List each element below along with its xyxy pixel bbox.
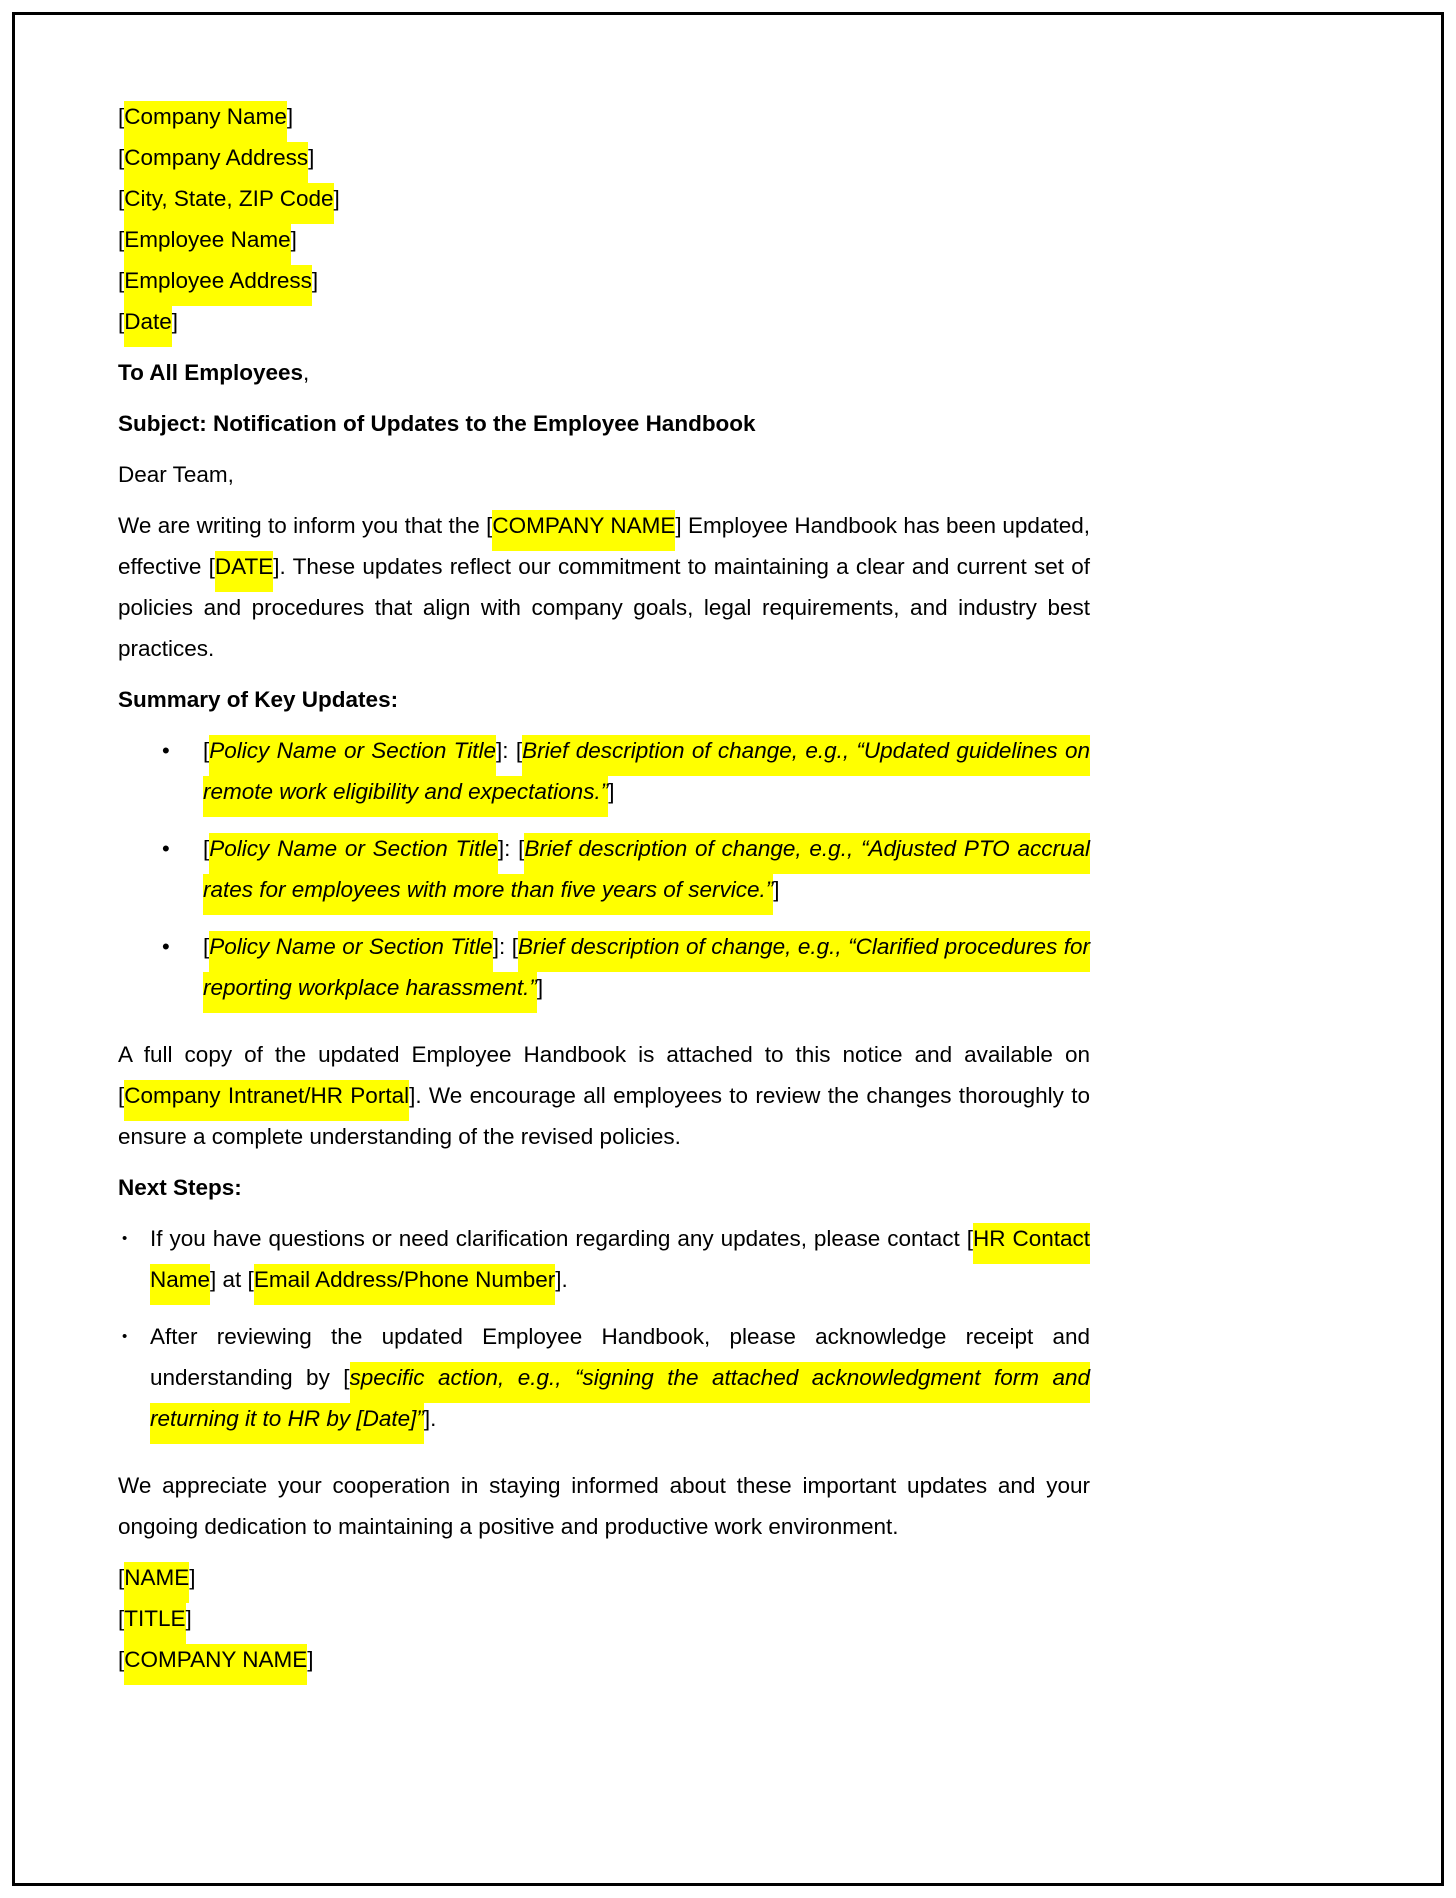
next-step-part-3: ].: [555, 1267, 568, 1292]
bracket-close: ]: [189, 1565, 196, 1590]
next-steps-heading: [118, 1167, 1090, 1208]
placeholder-change-description: Brief description of change, e.g., “Updated guidelines on remote work eligibility and expectations.”: [203, 735, 1090, 817]
summary-heading-text: Summary of Key Updates: [118, 687, 391, 712]
spacer: [118, 1455, 1090, 1465]
bracket-close: ]: [308, 145, 315, 170]
placeholder-company-name: Company Name: [124, 101, 287, 142]
summary-of-key-updates-heading: [118, 679, 1090, 720]
bracket-close: ]: [185, 1606, 192, 1631]
bracket-close: ]: [333, 186, 340, 211]
address-line-company-name: [118, 96, 1090, 137]
availability-paragraph: [118, 1034, 1090, 1157]
spacer: [118, 495, 1090, 505]
placeholder-company-address: Company Address: [124, 142, 308, 183]
bracket-close: ]: [171, 309, 179, 334]
bracket-open: [: [118, 268, 125, 293]
placeholder-policy-name: Policy Name or Section Title: [209, 833, 498, 874]
bullet-separator: ]: [: [496, 738, 523, 763]
next-step-part-1: After reviewing the updated Employee Handbook, please acknowledge receipt and understanding by [: [150, 1324, 1090, 1390]
subject-label: Subject: [118, 411, 200, 436]
placeholder-policy-name: Policy Name or Section Title: [209, 931, 492, 972]
bullet-separator: ]: [: [497, 836, 525, 861]
bracket-open: [: [203, 738, 210, 763]
placeholder-date-inline: DATE: [215, 551, 273, 592]
closing-paragraph: We appreciate your cooperation in staying informed about these important updates and your ongoing dedication to maintaining a positive and productive work environment.: [118, 1473, 1090, 1539]
next-steps-heading-text: Next Steps: [118, 1175, 235, 1200]
intro-part-2: ] Employee Handbook has been updated, effective [: [118, 513, 1090, 579]
next-step-part-2: ] at [: [210, 1267, 254, 1292]
placeholder-city-state-zip: City, State, ZIP Code: [124, 183, 333, 224]
placeholder-change-description: Brief description of change, e.g., “Adjusted PTO accrual rates for employees with more than five years of service.”: [203, 833, 1090, 915]
signature-block: [118, 1557, 1090, 1680]
subject-separator: :: [199, 411, 214, 436]
summary-bullet-list: [118, 730, 1090, 1008]
bracket-close: ]: [307, 1647, 314, 1672]
subject-line: [118, 403, 1090, 444]
intro-paragraph: [118, 505, 1090, 669]
placeholder-title: TITLE: [124, 1603, 185, 1644]
placeholder-specific-action: specific action, e.g., “signing the attached acknowledgment form and returning it to HR by [Date]”: [150, 1362, 1090, 1444]
next-steps-heading-colon: :: [234, 1175, 242, 1200]
placeholder-employee-name: Employee Name: [124, 224, 290, 265]
address-line-date: [118, 301, 1090, 342]
placeholder-policy-name: Policy Name or Section Title: [209, 735, 496, 776]
availability-part-1: A full copy of the updated Employee Handbook is attached to this notice and available on [: [118, 1042, 1090, 1108]
bracket-close: ]: [536, 975, 544, 1000]
bracket-close: ]: [290, 227, 297, 252]
header-address-block: [118, 96, 1090, 342]
bracket-close: ]: [608, 779, 615, 804]
bracket-close: ]: [773, 877, 780, 902]
salutation: [118, 352, 1090, 393]
spacer: [118, 1208, 1090, 1218]
placeholder-name: NAME: [124, 1562, 189, 1603]
letter-body: [118, 96, 1090, 1680]
bracket-open: [: [118, 186, 125, 211]
bracket-open: [: [118, 1565, 125, 1590]
intro-part-3: ]. These updates reflect our commitment to maintaining a clear and current set of policies and procedures that align with company goals, legal requirements, and industry best practices.: [118, 554, 1090, 661]
spacer: [118, 393, 1090, 403]
summary-heading-colon: :: [390, 687, 399, 712]
bracket-close: ]: [311, 268, 319, 293]
address-line-city-state-zip: [118, 178, 1090, 219]
signature-line-name: [118, 1557, 1090, 1598]
placeholder-change-description: Brief description of change, e.g., “Clarified procedures for reporting workplace harassment.”: [203, 931, 1090, 1013]
bracket-open: [: [118, 145, 125, 170]
address-line-company-address: [118, 137, 1090, 178]
spacer: [118, 669, 1090, 679]
intro-part-1: We are writing to inform you that the [: [118, 513, 493, 538]
spacer: [118, 444, 1090, 454]
list-item: [118, 828, 1090, 910]
subject-text: Notification of Updates to the Employee Handbook: [213, 411, 756, 436]
availability-part-2: ]. We encourage all employees to review the changes thoroughly to ensure a complete understanding of the revised policies.: [118, 1083, 1090, 1149]
salutation-comma: ,: [303, 360, 310, 385]
signature-line-title: [118, 1598, 1090, 1639]
address-line-employee-address: [118, 260, 1090, 301]
spacer: [118, 1157, 1090, 1167]
placeholder-email-phone: Email Address/Phone Number: [254, 1264, 555, 1305]
signature-line-company: [118, 1639, 1090, 1680]
placeholder-company-name-signature: COMPANY NAME: [124, 1644, 307, 1685]
address-line-employee-name: [118, 219, 1090, 260]
spacer: [118, 1547, 1090, 1557]
placeholder-intranet-portal: Company Intranet/HR Portal: [124, 1080, 409, 1121]
placeholder-date: Date: [124, 306, 172, 347]
bracket-open: [: [118, 227, 125, 252]
greeting: Dear Team,: [118, 462, 234, 487]
bracket-open: [: [203, 836, 210, 861]
placeholder-hr-contact-name: HR Contact Name: [150, 1223, 1090, 1305]
next-steps-bullet-list: [118, 1218, 1090, 1439]
bracket-open: [: [118, 309, 125, 334]
spacer: [118, 1024, 1090, 1034]
list-item: [118, 926, 1090, 1008]
next-step-part-2: ].: [423, 1406, 437, 1431]
placeholder-employee-address: Employee Address: [124, 265, 312, 306]
bullet-separator: ]: [: [492, 934, 518, 959]
spacer: [118, 342, 1090, 352]
list-item: [118, 1218, 1090, 1300]
placeholder-company-name-inline: COMPANY NAME: [492, 510, 675, 551]
spacer: [118, 720, 1090, 730]
bracket-open: [: [203, 934, 210, 959]
bracket-open: [: [118, 1647, 125, 1672]
list-item: [118, 1316, 1090, 1439]
salutation-text: To All Employees: [118, 360, 304, 385]
list-item: [118, 730, 1090, 812]
bracket-open: [: [118, 104, 125, 129]
bracket-open: [: [118, 1606, 125, 1631]
next-step-part-1: If you have questions or need clarification regarding any updates, please contact [: [150, 1226, 973, 1251]
bracket-close: ]: [286, 104, 294, 129]
